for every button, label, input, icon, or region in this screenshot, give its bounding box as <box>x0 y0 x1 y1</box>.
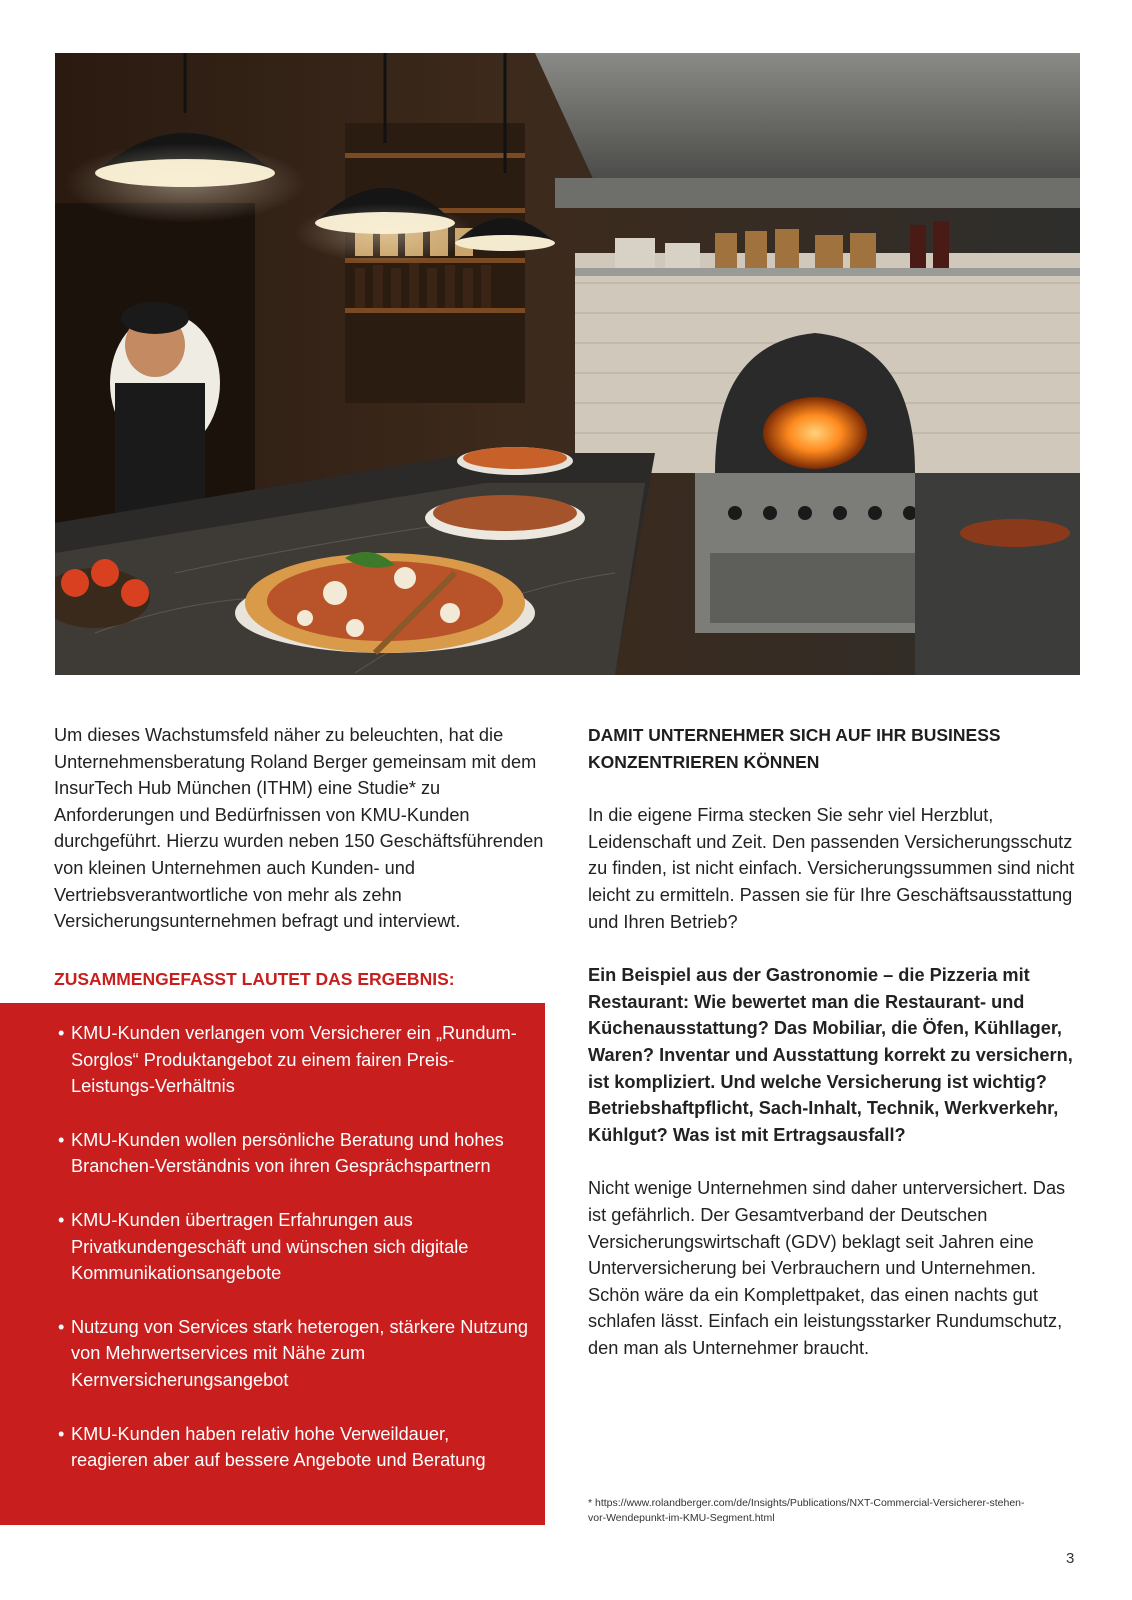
result-heading: ZUSAMMENGEFASST LAUTET DAS ERGEBNIS: <box>54 969 455 989</box>
list-item <box>58 1207 531 1287</box>
list-item-text: Nutzung von Services stark heterogen, stärkere Nutzung von Mehrwertservices mit Nähe zum Kernversicherungsangebot <box>71 1316 528 1390</box>
list-item-text: KMU-Kunden wollen persönliche Beratung und hohes Branchen-Verständnis von ihren Gesprächspartnern <box>71 1129 504 1177</box>
left-column <box>54 722 544 935</box>
bullet-marker: • <box>58 1209 65 1230</box>
list-item <box>58 1020 531 1100</box>
bullet-marker: • <box>58 1423 65 1444</box>
paragraph-example: Ein Beispiel aus der Gastronomie – die Pizzeria mit Restaurant: Wie bewertet man die Restaurant- und Küchenausstattung? Das Mobiliar, die Öfen, Kühllager, Waren? Inventar und Ausstattung korrekt zu versichern, ist kompliziert. Und welche Versicherung ist wichtig? Betriebshaftpflicht, Sach-Inhalt, Technik, Werkverkehr, Kühlgut? Was ist mit Ertragsausfall? <box>588 965 1073 1145</box>
list-item-text: KMU-Kunden haben relativ hohe Verweildauer, reagieren aber auf bessere Angebote und Beratung <box>71 1423 486 1471</box>
paragraph-3: Nicht wenige Unternehmen sind daher unterversichert. Das ist gefährlich. Der Gesamtverband der Deutschen Versicherungswirtschaft (GDV) beklagt seit Jahren eine Unterversicherung bei Verbrauchern und Unternehmen. Schön wäre da ein Komplettpaket, das einen nachts gut schlafen lässt. Einfach ein leistungsstarker Rundumschutz, den man als Unternehmer braucht. <box>588 1178 1066 1358</box>
intro-paragraph: Um dieses Wachstumsfeld näher zu beleuchten, hat die Unternehmensberatung Roland Berger gemeinsam mit dem InsurTech Hub München (ITHM) eine Studie* zu Anforderungen und Bedürfnissen von KMU-Kunden durchgeführt. Hierzu wurden neben 150 Geschäftsführenden von kleinen Unternehmen auch Kunden- und Vertriebsverantwortliche von mehr als zehn Versicherungsunternehmen befragt und interviewt. <box>54 725 544 932</box>
list-item <box>58 1421 531 1474</box>
bullet-marker: • <box>58 1023 65 1043</box>
list-item-text: KMU-Kunden übertragen Erfahrungen aus Privatkundengeschäft und wünschen sich digitale Kommunikationsangebote <box>71 1209 469 1284</box>
bullet-marker: • <box>58 1316 65 1337</box>
right-column <box>588 722 1080 1361</box>
list-item <box>58 1314 531 1394</box>
result-list <box>0 1003 545 1474</box>
paragraph-1: In die eigene Firma stecken Sie sehr viel Herzblut, Leidenschaft und Zeit. Den passenden Versicherungsschutz zu finden, ist nicht einfach. Versicherungssummen sind nicht leicht zu ermitteln. Passen sie für Ihre Geschäftsausstattung und Ihren Betrieb? <box>588 805 1075 932</box>
bullet-marker: • <box>58 1129 65 1150</box>
list-item-text: KMU-Kunden verlangen vom Versicherer ein „Rundum-Sorglos“ Produktangebot zu einem fairen Preis-Leistungs-Verhältnis <box>71 1023 517 1097</box>
list-item <box>58 1127 531 1180</box>
hero-image <box>55 53 1080 675</box>
section-heading: DAMIT UNTERNEHMER SICH AUF IHR BUSINESS KONZENTRIEREN KÖNNEN <box>588 725 1001 772</box>
pizzeria-kitchen-illustration <box>55 53 1080 675</box>
result-box <box>0 1003 545 1525</box>
page-number: 3 <box>1066 1550 1075 1567</box>
footnote: * https://www.rolandberger.com/de/Insights/Publications/NXT-Commercial-Versicherer-stehen-vor-Wendepunkt-im-KMU-Segment.html <box>588 1497 1025 1524</box>
